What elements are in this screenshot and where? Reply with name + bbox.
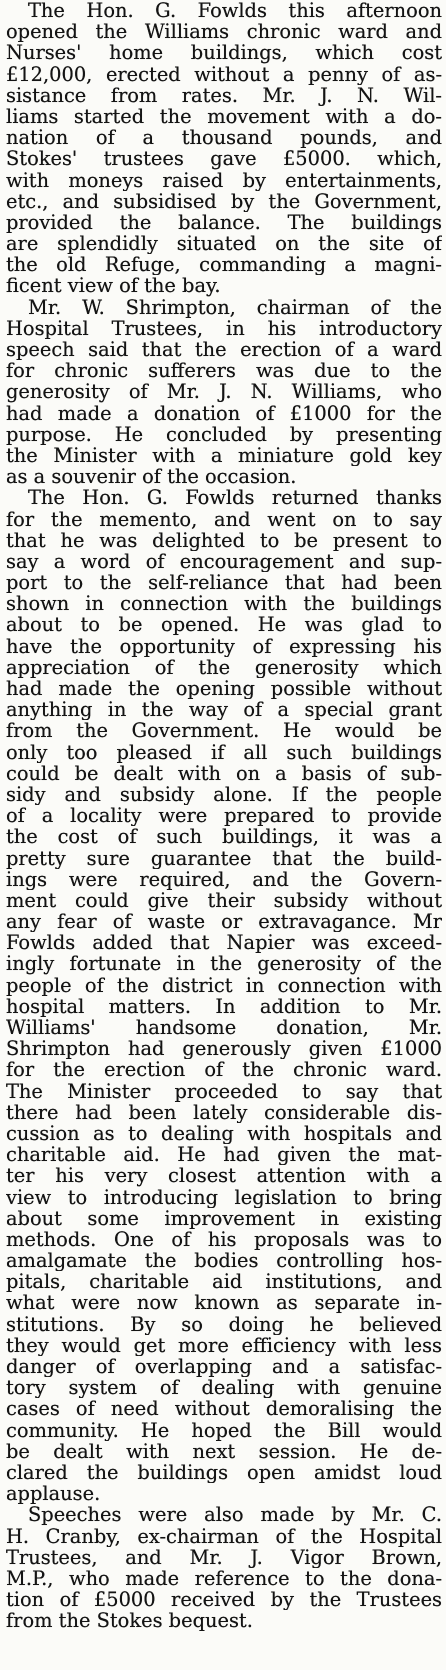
text-line: purpose. He concluded by presenting [6,423,442,445]
text-line: from the Stokes bequest. [6,1610,253,1632]
text-line: amalgamate the bodies controlling hos- [6,1250,442,1272]
text-line: only too pleased if all such buildings [6,741,442,763]
text-line: nation of a thousand pounds, and [6,127,442,149]
text-line: Williams' handsome donation, Mr. [6,1017,442,1039]
text-line: ment could give their subsidy without [6,889,442,912]
text-line: stitutions. By so doing he believed [6,1313,442,1335]
text-line: Fowlds added that Napier was exceed- [6,932,442,954]
text-line: of a locality were prepared to provide [6,805,442,827]
text-line: danger of overlapping and a satisfac- [6,1356,442,1378]
text-line: there had been lately considerable dis- [6,1101,442,1123]
text-line: the cost of such buildings, it was a [6,826,442,848]
text-line: hospital matters. In addition to Mr. [6,995,442,1017]
text-line: view to introducing legislation to bring [6,1186,442,1208]
paragraph-fowlds-reply [6,487,442,1504]
text-line: sidy and subsidy alone. If the people [6,783,442,806]
text-line: Speeches were also made by Mr. C. [28,1504,442,1526]
text-line: applause. [6,1483,101,1505]
text-line: shown in connection with the buildings [6,593,442,615]
text-line: opened the Williams chronic ward and [6,21,442,43]
text-line: M.P., who made reference to the dona- [6,1567,442,1590]
text-line: cases of need without demoralising the [6,1398,442,1420]
text-line: Nurses' home buildings, which cost [6,42,442,64]
text-line: The Minister proceeded to say that [6,1080,442,1102]
paragraph-opening [6,0,442,297]
text-line: anything in the way of a special grant [6,699,442,721]
text-line: Mr. W. Shrimpton, chairman of the [28,296,442,318]
text-line: that he was delighted to be present to [6,529,442,551]
text-line: community. He hoped the Bill would [6,1419,442,1441]
paragraph-shrimpton-speech [6,297,442,488]
text-line: had made a donation of £1000 for the [6,402,442,424]
text-line: are splendidly situated on the site of [6,233,442,255]
text-line: ingly fortunate in the generosity of the [6,953,442,975]
text-line: had made the opening possible without [6,678,442,700]
text-line: could be dealt with on a basis of sub- [6,762,442,784]
text-line: pretty sure guarantee that the build- [6,847,442,869]
text-line: tory system of dealing with genuine [6,1377,442,1399]
text-line: the Minister with a miniature gold key [6,444,442,467]
text-line: for chronic sufferers was due to the [6,360,442,382]
text-line: liams started the movement with a do- [6,105,442,128]
text-line: methods. One of his proposals was to [6,1228,442,1251]
text-line: ings were required, and the Govern- [6,868,442,890]
text-line: sistance from rates. Mr. J. N. Wil- [6,84,442,106]
text-line: speech said that the erection of a ward [6,339,442,361]
text-line: what were now known as separate in- [6,1292,442,1314]
text-line: tion of £5000 received by the Trustees [6,1589,442,1611]
text-line: they would get more efficiency with less [6,1334,442,1356]
text-line: £12,000, erected without a penny of as- [6,63,442,85]
text-line: the old Refuge, commanding a magni- [6,254,442,276]
article-column [6,0,442,1631]
text-line: clared the buildings open amidst loud [6,1461,442,1484]
text-line: for the erection of the chronic ward. [6,1059,442,1081]
text-line: The Hon. G. Fowlds returned thanks [28,487,442,509]
text-line: pitals, charitable aid institutions, and [6,1271,442,1293]
text-line: say a word of encouragement and sup- [6,550,442,573]
text-line: Shrimpton had generously given £1000 [6,1038,442,1060]
text-line: generosity of Mr. J. N. Williams, who [6,381,442,403]
text-line: as a souvenir of the occasion. [6,466,297,488]
text-line: have the opportunity of expressing his [6,635,442,657]
text-line: people of the district in connection with [6,974,442,996]
text-line: for the memento, and went on to say [6,508,442,530]
text-line: be dealt with next session. He de- [6,1440,442,1462]
text-line: about to be opened. He was glad to [6,614,442,636]
text-line: with moneys raised by entertainments, [6,169,442,191]
text-line: Stokes' trustees gave £5000. which, [6,148,442,170]
text-line: Hospital Trustees, in his introductory [6,317,442,339]
text-line: cussion as to dealing with hospitals and [6,1122,442,1145]
text-line: charitable aid. He had given the mat- [6,1144,442,1166]
text-line: etc., and subsidised by the Government, [6,190,442,212]
text-line: Trustees, and Mr. J. Vigor Brown, [6,1546,442,1568]
text-line: appreciation of the generosity which [6,656,442,678]
text-line: any fear of waste or extravagance. Mr [6,911,442,933]
text-line: H. Cranby, ex-chairman of the Hospital [6,1525,442,1547]
text-line: ficent view of the bay. [6,275,221,297]
text-line: ter his very closest attention with a [6,1165,442,1187]
text-line: port to the self-reliance that had been [6,572,442,594]
text-line: The Hon. G. Fowlds this afternoon [28,0,442,22]
text-line: about some improvement in existing [6,1207,442,1229]
paragraph-other-speeches [6,1504,442,1631]
text-line: from the Government. He would be [6,720,442,742]
text-line: provided the balance. The buildings [6,211,442,234]
